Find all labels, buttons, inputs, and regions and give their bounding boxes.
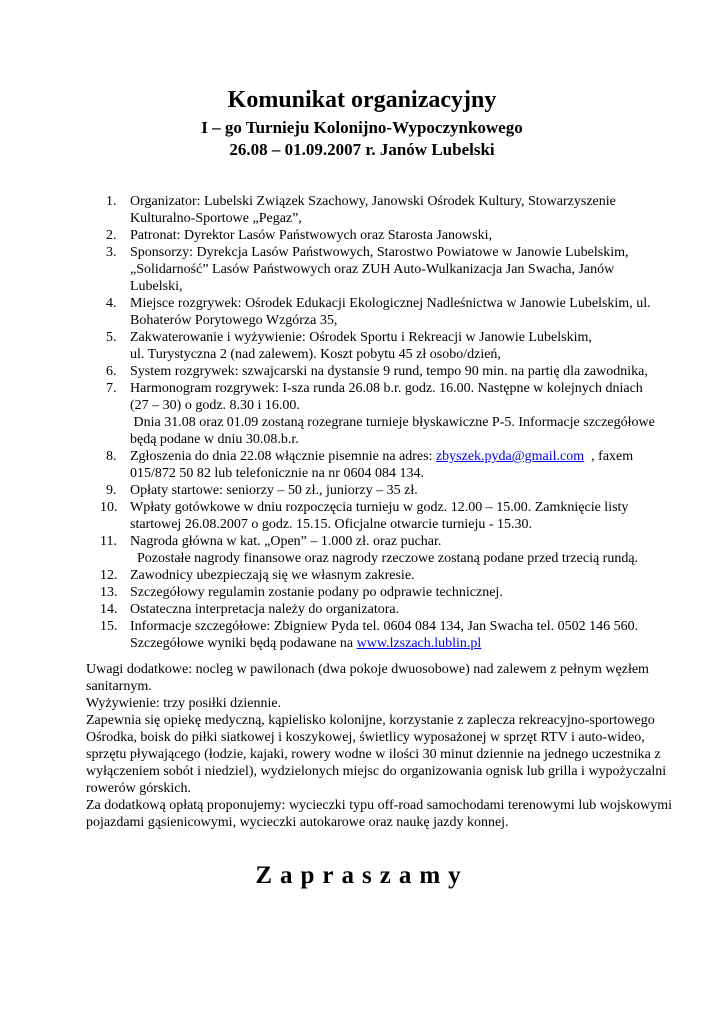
item-text: Sponsorzy: Dyrekcja Lasów Państwowych, Starostwo Powiatowe w Janowie Lubelskim, (130, 245, 629, 260)
item-text (130, 448, 681, 465)
item-number: 6. (106, 364, 117, 379)
list-item (106, 329, 681, 363)
item-number: 3. (106, 245, 117, 260)
item-number: 10. (100, 500, 118, 515)
list-item (100, 601, 681, 618)
item-text: Wpłaty gotówkowe w dniu rozpoczęcia turnieju w godz. 12.00 – 15.00. Zamknięcie listy (130, 500, 629, 515)
list-item (106, 448, 681, 482)
item-text: 015/872 50 82 lub telefonicznie na nr 0604 084 134. (130, 466, 424, 481)
item-number: 2. (106, 228, 117, 243)
note-paragraph: Zapewnia się opiekę medyczną, kąpielisko kolonijne, korzystanie z zaplecza rekreacyjno-sportowego Ośrodka, boisk do piłki siatkowej i koszykowej, świetlicy wyposażonej w sprzęt RTV i auto-wideo, sprzętu pływającego (łodzie, kajaki, rowery wodne w ilości 30 minut dziennie na jednego uczestnika z wyłączeniem sobót i niedziel), wydzielonych miejsc do organizowania ognisk lub grilla i wypożyczalni rowerów górskich. (86, 713, 667, 796)
list-item (106, 363, 681, 380)
item-number: 7. (106, 381, 117, 396)
item-text: Bohaterów Porytowego Wzgórza 35, (130, 313, 338, 328)
item-number: 9. (106, 483, 117, 498)
list-item (106, 227, 681, 244)
item-number: 11. (100, 534, 117, 549)
item-number: 4. (106, 296, 117, 311)
list-item (100, 618, 681, 652)
item-text: Informacje szczegółowe: Zbigniew Pyda tel. 0604 084 134, Jan Swacha tel. 0502 146 560. (130, 619, 639, 634)
document-title: Komunikat organizacyjny (227, 87, 497, 113)
item-text: Ostateczna interpretacja należy do organizatora. (130, 602, 400, 617)
item-number: 14. (100, 602, 118, 617)
item-text: Kulturalno-Sportowe „Pegaz”, (130, 211, 302, 226)
list-item (100, 584, 681, 601)
item-text: Organizator: Lubelski Związek Szachowy, Janowski Ośrodek Kultury, Stowarzyszenie (130, 194, 616, 209)
item-number: 12. (100, 568, 118, 583)
item-text: Zakwaterowanie i wyżywienie: Ośrodek Sportu i Rekreacji w Janowie Lubelskim, (130, 330, 592, 345)
item-text: Dnia 31.08 oraz 01.09 zostaną rozegrane turnieje błyskawiczne P-5. Informacje szczegółowe (130, 415, 655, 430)
additional-notes (86, 661, 686, 831)
list-item (100, 533, 681, 567)
list-item (106, 295, 681, 329)
item-text: Szczegółowy regulamin zostanie podany po odprawie technicznej. (130, 585, 503, 600)
item-text: „Solidarność” Lasów Państwowych oraz ZUH Auto-Wulkanizacja Jan Swacha, Janów (130, 262, 615, 277)
tournament-name: I – go Turnieju Kolonijno-Wypoczynkowego (201, 118, 523, 137)
item-text: Zawodnicy ubezpieczają się we własnym zakresie. (130, 568, 415, 583)
note-paragraph: Wyżywienie: trzy posiłki dziennie. (86, 696, 282, 711)
item-number: 15. (100, 619, 118, 634)
item-number: 1. (106, 194, 117, 209)
list-item (100, 567, 681, 584)
tournament-dates: 26.08 – 01.09.2007 r. Janów Lubelski (229, 140, 495, 159)
item-number: 8. (106, 449, 117, 464)
item-text: Opłaty startowe: seniorzy – 50 zł., juniorzy – 35 zł. (130, 483, 418, 498)
item-text: Nagroda główna w kat. „Open” – 1.000 zł. oraz puchar. (130, 534, 442, 549)
note-paragraph: Za dodatkową opłatą proponujemy: wycieczki typu off-road samochodami terenowymi lub wojskowymi pojazdami gąsienicowymi, wycieczki autokarowe oraz naukę jazdy konnej. (86, 798, 673, 830)
item-text-part: Szczegółowe wyniki będą podawane na (130, 636, 357, 651)
item-text (130, 635, 681, 652)
item-text: System rozgrywek: szwajcarski na dystansie 9 rund, tempo 90 min. na partię dla zawodnika, (130, 364, 648, 379)
list-item (106, 193, 681, 227)
note-paragraph: Uwagi dodatkowe: nocleg w pawilonach (dwa pokoje dwuosobowe) nad zalewem z pełnym węzłem sanitarnym. (86, 662, 649, 694)
website-link[interactable]: www.lzszach.lublin.pl (356, 636, 482, 651)
list-item (106, 244, 681, 295)
list-item (106, 482, 681, 499)
announcement-list (100, 193, 681, 652)
item-text: Pozostałe nagrody finansowe oraz nagrody rzeczowe zostaną podane przed trzecią rundą. (130, 551, 639, 566)
item-text: będą podane w dniu 30.08.b.r. (130, 432, 299, 447)
item-text: (27 – 30) o godz. 8.30 i 16.00. (130, 398, 300, 413)
item-text: Harmonogram rozgrywek: I-sza runda 26.08 b.r. godz. 16.00. Następne w kolejnych dniach (130, 381, 643, 396)
item-text-part: , faxem (584, 449, 634, 464)
list-item (106, 380, 681, 448)
item-text: Patronat: Dyrektor Lasów Państwowych oraz Starosta Janowski, (130, 228, 492, 243)
email-link[interactable]: zbyszek.pyda@gmail.com (435, 449, 585, 464)
item-number: 5. (106, 330, 117, 345)
item-text-part: Zgłoszenia do dnia 22.08 włącznie pisemnie na adres: (130, 449, 436, 464)
item-text: Miejsce rozgrywek: Ośrodek Edukacji Ekologicznej Nadleśnictwa w Janowie Lubelskim, ul. (130, 296, 651, 311)
item-text: startowej 26.08.2007 o godz. 15.15. Oficjalne otwarcie turnieju - 15.30. (130, 517, 533, 532)
list-item (100, 499, 681, 533)
item-number: 13. (100, 585, 118, 600)
item-text: ul. Turystyczna 2 (nad zalewem). Koszt pobytu 45 zł osobo/dzień, (130, 347, 501, 362)
closing-invitation: Zapraszamy (255, 862, 469, 889)
item-text: Lubelski, (130, 279, 183, 294)
